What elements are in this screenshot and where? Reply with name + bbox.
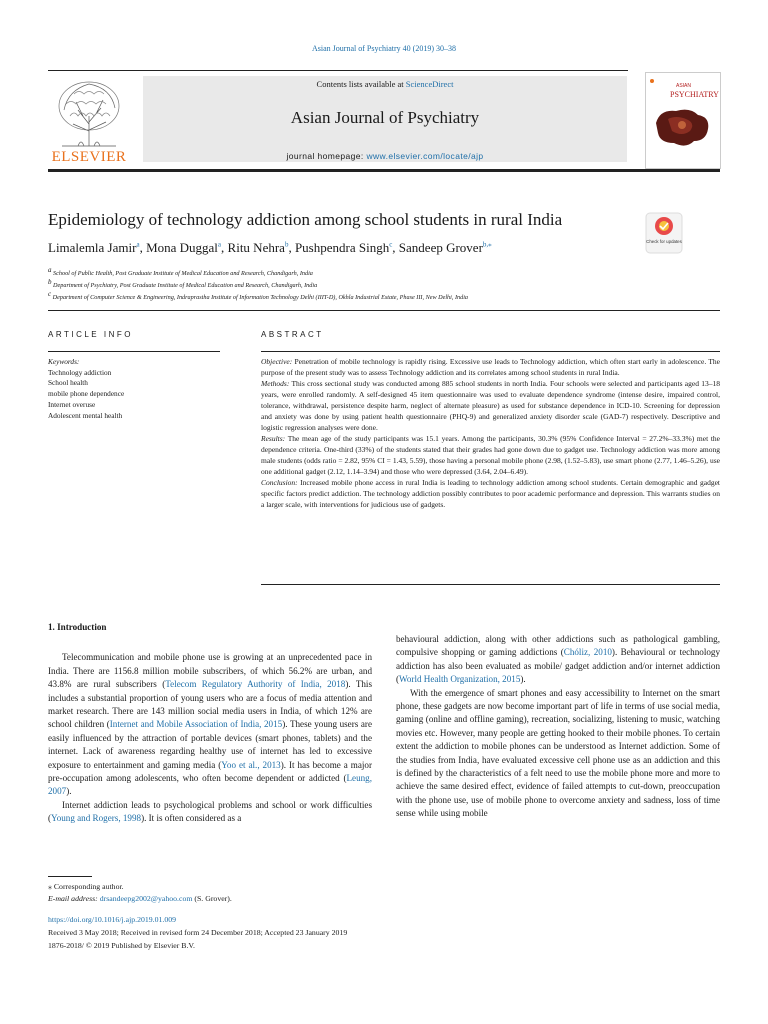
cover-art xyxy=(646,73,720,168)
email-note xyxy=(48,894,232,903)
cover-title-line2: PSYCHIATRY xyxy=(670,90,719,99)
body-text: Internet addiction leads to psychological problems and school or work difficulties ( xyxy=(48,799,372,824)
keyword-item: Internet overuse xyxy=(48,399,96,409)
keywords-block xyxy=(48,357,220,421)
affiliation-text: Department of Psychiatry, Post Graduate Institute of Medical Education and Research, Chandigarh, India xyxy=(53,282,318,290)
email-link[interactable]: drsandeepg2002@yahoo.com xyxy=(99,894,193,903)
received-dates: Received 3 May 2018; Received in revised form 24 December 2018; Accepted 23 January 2019 xyxy=(48,928,348,937)
abstract-heading: ABSTRACT xyxy=(261,330,324,339)
contents-line xyxy=(143,79,627,89)
body-text: Telecommunication and mobile phone use is growing at an unprecedented pace in India. There are 1156.8 million mobile subscribers, of which 56.2% are urban, and 43.8% are rural subscribers ( xyxy=(48,652,372,690)
keyword-item: Adolescent mental health xyxy=(48,410,123,420)
abstract-conclusion xyxy=(261,477,720,510)
affiliation-text: School of Public Health, Post Graduate Institute of Medical Education and Research, Chandigarh, India xyxy=(53,270,313,278)
body-paragraph xyxy=(48,651,372,798)
body-column-right xyxy=(396,633,720,821)
article-title: Epidemiology of technology addiction among school students in rural India xyxy=(48,210,563,229)
author-affil-marker[interactable]: b,⁎ xyxy=(482,240,492,249)
elsevier-wordmark: ELSEVIER xyxy=(51,149,127,165)
abstract-rule xyxy=(261,351,720,352)
body-paragraph: With the emergence of smart phones and easy accessibility to Internet on the smart phone, these gadgets are now become important part of life in terms of use social media, gaming (online and offline gaming), recreation, socializing, listening to music, watching movies etc. However, many people are getting hooked to their mobile phones. To certain extent the addiction to mobile phones can be understood as Internet addiction. Some of the studies from India, have evaluated excessive cell phone use as an addiction and this is defined by the characteristics of a felt need to use the mobile phone more and more to achieve the same desired effect, evidence of failed attempts to cut-down, preoccupation with the phone use, use of mobile phone to overcome anxiety and sadness, loss of time sense while using mobile xyxy=(396,687,720,819)
keyword-item: mobile phone dependence xyxy=(48,389,125,399)
results-label: Results: xyxy=(261,434,286,443)
author-name[interactable]: Limalemla Jamir xyxy=(48,240,137,255)
author-affil-marker[interactable]: b xyxy=(284,240,289,249)
corresponding-author-note: ⁎ Corresponding author. xyxy=(48,882,124,891)
cover-title-line1: ASIAN xyxy=(676,83,692,89)
section-rule xyxy=(48,310,720,311)
journal-reference[interactable]: Asian Journal of Psychiatry 40 (2019) 30–38 xyxy=(312,44,456,53)
check-updates-label: Check for updates xyxy=(646,239,682,244)
footnote-rule xyxy=(48,876,92,877)
author-affil-marker[interactable]: a xyxy=(136,240,140,249)
header-thick-rule xyxy=(48,169,720,172)
body-column-left xyxy=(48,621,372,826)
author-affil-marker[interactable]: c xyxy=(389,240,393,249)
citation-link[interactable]: Young and Rogers, 1998 xyxy=(51,813,142,824)
homepage-line xyxy=(143,151,627,161)
methods-text: This cross sectional study was conducted among 885 school students in north India. Four schools were selected and participants aged 13–18 years, were enrolled randomly. A self-designed 45 item questionnaire was used to evaluate dependence syndrome (intense desire, impaired control, tolerance, withdrawal, persistence despite harm, neglect of alternate pleasure) as used for substance dependence in ICD-10. Screening for depression and anxiety was done by using patient health questionnaire (PHQ-9) and generalized anxiety disorder scale (GAD-7) respectively. Descriptive and logistic regression analyses were done. xyxy=(261,379,720,432)
body-paragraph xyxy=(48,799,372,826)
conclusion-text: Increased mobile phone access in rural India is leading to technology addiction among school students. Certain demographic and gadget specific factors predict addiction. The technology addiction possibly contributes to poor academic performance and depression. This warrants studies on a larger scale, with interventions for judicious use of gadgets. xyxy=(261,478,721,509)
affiliation-c: $^c$ Department of Computer Science & Engineering, Indraprastha Institute of Information Technology Delhi (IIIT-D), Okhla Industrial Estate, Phase III, New Delhi, India xyxy=(48,290,469,302)
email-suffix: (S. Grover). xyxy=(192,894,232,903)
abstract-methods xyxy=(261,378,720,433)
check-for-updates-icon[interactable] xyxy=(645,212,683,254)
homepage-prefix: journal homepage: xyxy=(286,151,367,161)
author-name[interactable]: Sandeep Grover xyxy=(398,240,483,255)
body-text: ). Behavioural or technology addiction has also been evaluated as mobile/ gadget addiction and/or internet addiction ( xyxy=(396,647,720,685)
body-text: ). It has become a major pre-occupation among adolescents, who often become dependent or addicted ( xyxy=(48,759,372,784)
body-text: ). This includes a substantial proportion of young users who are a focus of media attention and market research. There are 143 million social media users in India, of which 12% are school children ( xyxy=(48,679,372,730)
sciencedirect-link[interactable]: ScienceDirect xyxy=(405,79,454,89)
abstract-bottom-rule xyxy=(261,584,720,585)
citation-link[interactable]: Telecom Regulatory Authority of India, 2018 xyxy=(165,679,346,690)
header-rule xyxy=(48,70,628,71)
affiliation-text: Department of Computer Science & Engineering, Indraprastha Institute of Information Technology Delhi (IIIT-D), Okhla Industrial Estate, Phase III, New Delhi, India xyxy=(52,294,469,302)
author-name[interactable]: Ritu Nehra xyxy=(227,240,285,255)
email-label: E-mail address: xyxy=(48,894,98,903)
journal-cover-thumbnail[interactable] xyxy=(645,72,721,169)
author-affil-marker[interactable]: a xyxy=(217,240,222,249)
keywords-label: Keywords: xyxy=(48,357,80,366)
citation-link[interactable]: Chóliz, 2010 xyxy=(563,647,612,658)
objective-label: Objective: xyxy=(261,357,293,366)
citation-link[interactable]: Leung, 2007 xyxy=(48,773,372,797)
affiliation-b: $^b$ Department of Psychiatry, Post Graduate Institute of Medical Education and Research, Chandigarh, India xyxy=(48,278,318,290)
author-name[interactable]: Pushpendra Singh xyxy=(294,240,390,255)
body-paragraph xyxy=(396,633,720,687)
results-text: The mean age of the study participants was 15.1 years. Among the participants, 30.3% (95% Confidence Interval = 27.2%–33.3%) met the dependence criteria. One-third (33%) of the students stated that their grades had gone down due to gadget use. Technology addiction was more among male students (odds ratio = 2.82, 95% CI = 1.43, 5.59), those having a personal mobile phone (2.98, (1.52–5.83), use smart phone (2.77, 1.46–5.26), use one additional gadget (2.12, 1.14–3.94) and those who were depressed (3.64, 2.04–6.49). xyxy=(261,434,720,476)
body-text: behavioural addiction, along with other addictions such as pathological gambling, compulsive shopping or gaming addictions ( xyxy=(396,634,720,658)
keyword-item: School health xyxy=(48,378,88,388)
body-text: ). xyxy=(66,786,72,797)
citation-link[interactable]: Internet and Mobile Association of India, 2015 xyxy=(109,719,283,730)
contents-prefix: Contents lists available at xyxy=(316,79,406,89)
body-text: ). These young users are easily influenced by the attraction of portable devices (smart phones, tablets) and the internet. Lack of awareness regarding healthy use of internet has led to excessive exposure to entertainment and gaming media ( xyxy=(48,719,372,770)
methods-label: Methods: xyxy=(261,379,290,388)
article-info-heading: ARTICLE INFO xyxy=(48,330,133,339)
section-heading-introduction: 1. Introduction xyxy=(48,622,107,632)
keyword-item: Technology addiction xyxy=(48,367,112,377)
objective-text: Penetration of mobile technology is rapidly rising. Excessive use leads to Technology addiction, which often start early in adolescence. The purpose of the present study was to assess Technology addiction and its correlates among school students in rural India. xyxy=(261,357,721,377)
body-text: ). xyxy=(520,674,526,685)
article-info-rule xyxy=(48,351,220,352)
affiliation-a: $^a$ School of Public Health, Post Graduate Institute of Medical Education and Research, Chandigarh, India xyxy=(48,266,313,278)
citation-link[interactable]: World Health Organization, 2015 xyxy=(399,674,521,685)
author-name[interactable]: Mona Duggal xyxy=(146,240,218,255)
author-list: Limalemla Jamir$^a$, Mona Duggal$^a$, Ritu Nehra$^b$, Pushpendra Singh$^c$, Sandeep Grover$^{b,⁎}$ xyxy=(48,240,492,255)
body-text: ). It is often considered as a xyxy=(141,813,242,824)
abstract-body xyxy=(261,356,720,510)
copyright-line: 1876-2018/ © 2019 Published by Elsevier B.V. xyxy=(48,941,195,950)
abstract-results xyxy=(261,433,720,477)
abstract-objective xyxy=(261,356,720,378)
doi-link[interactable]: https://doi.org/10.1016/j.ajp.2019.01.009 xyxy=(48,915,177,924)
conclusion-label: Conclusion: xyxy=(261,478,298,487)
journal-title: Asian Journal of Psychiatry xyxy=(290,108,480,127)
citation-link[interactable]: Yoo et al., 2013 xyxy=(221,759,281,770)
homepage-link[interactable]: www.elsevier.com/locate/ajp xyxy=(366,151,484,161)
